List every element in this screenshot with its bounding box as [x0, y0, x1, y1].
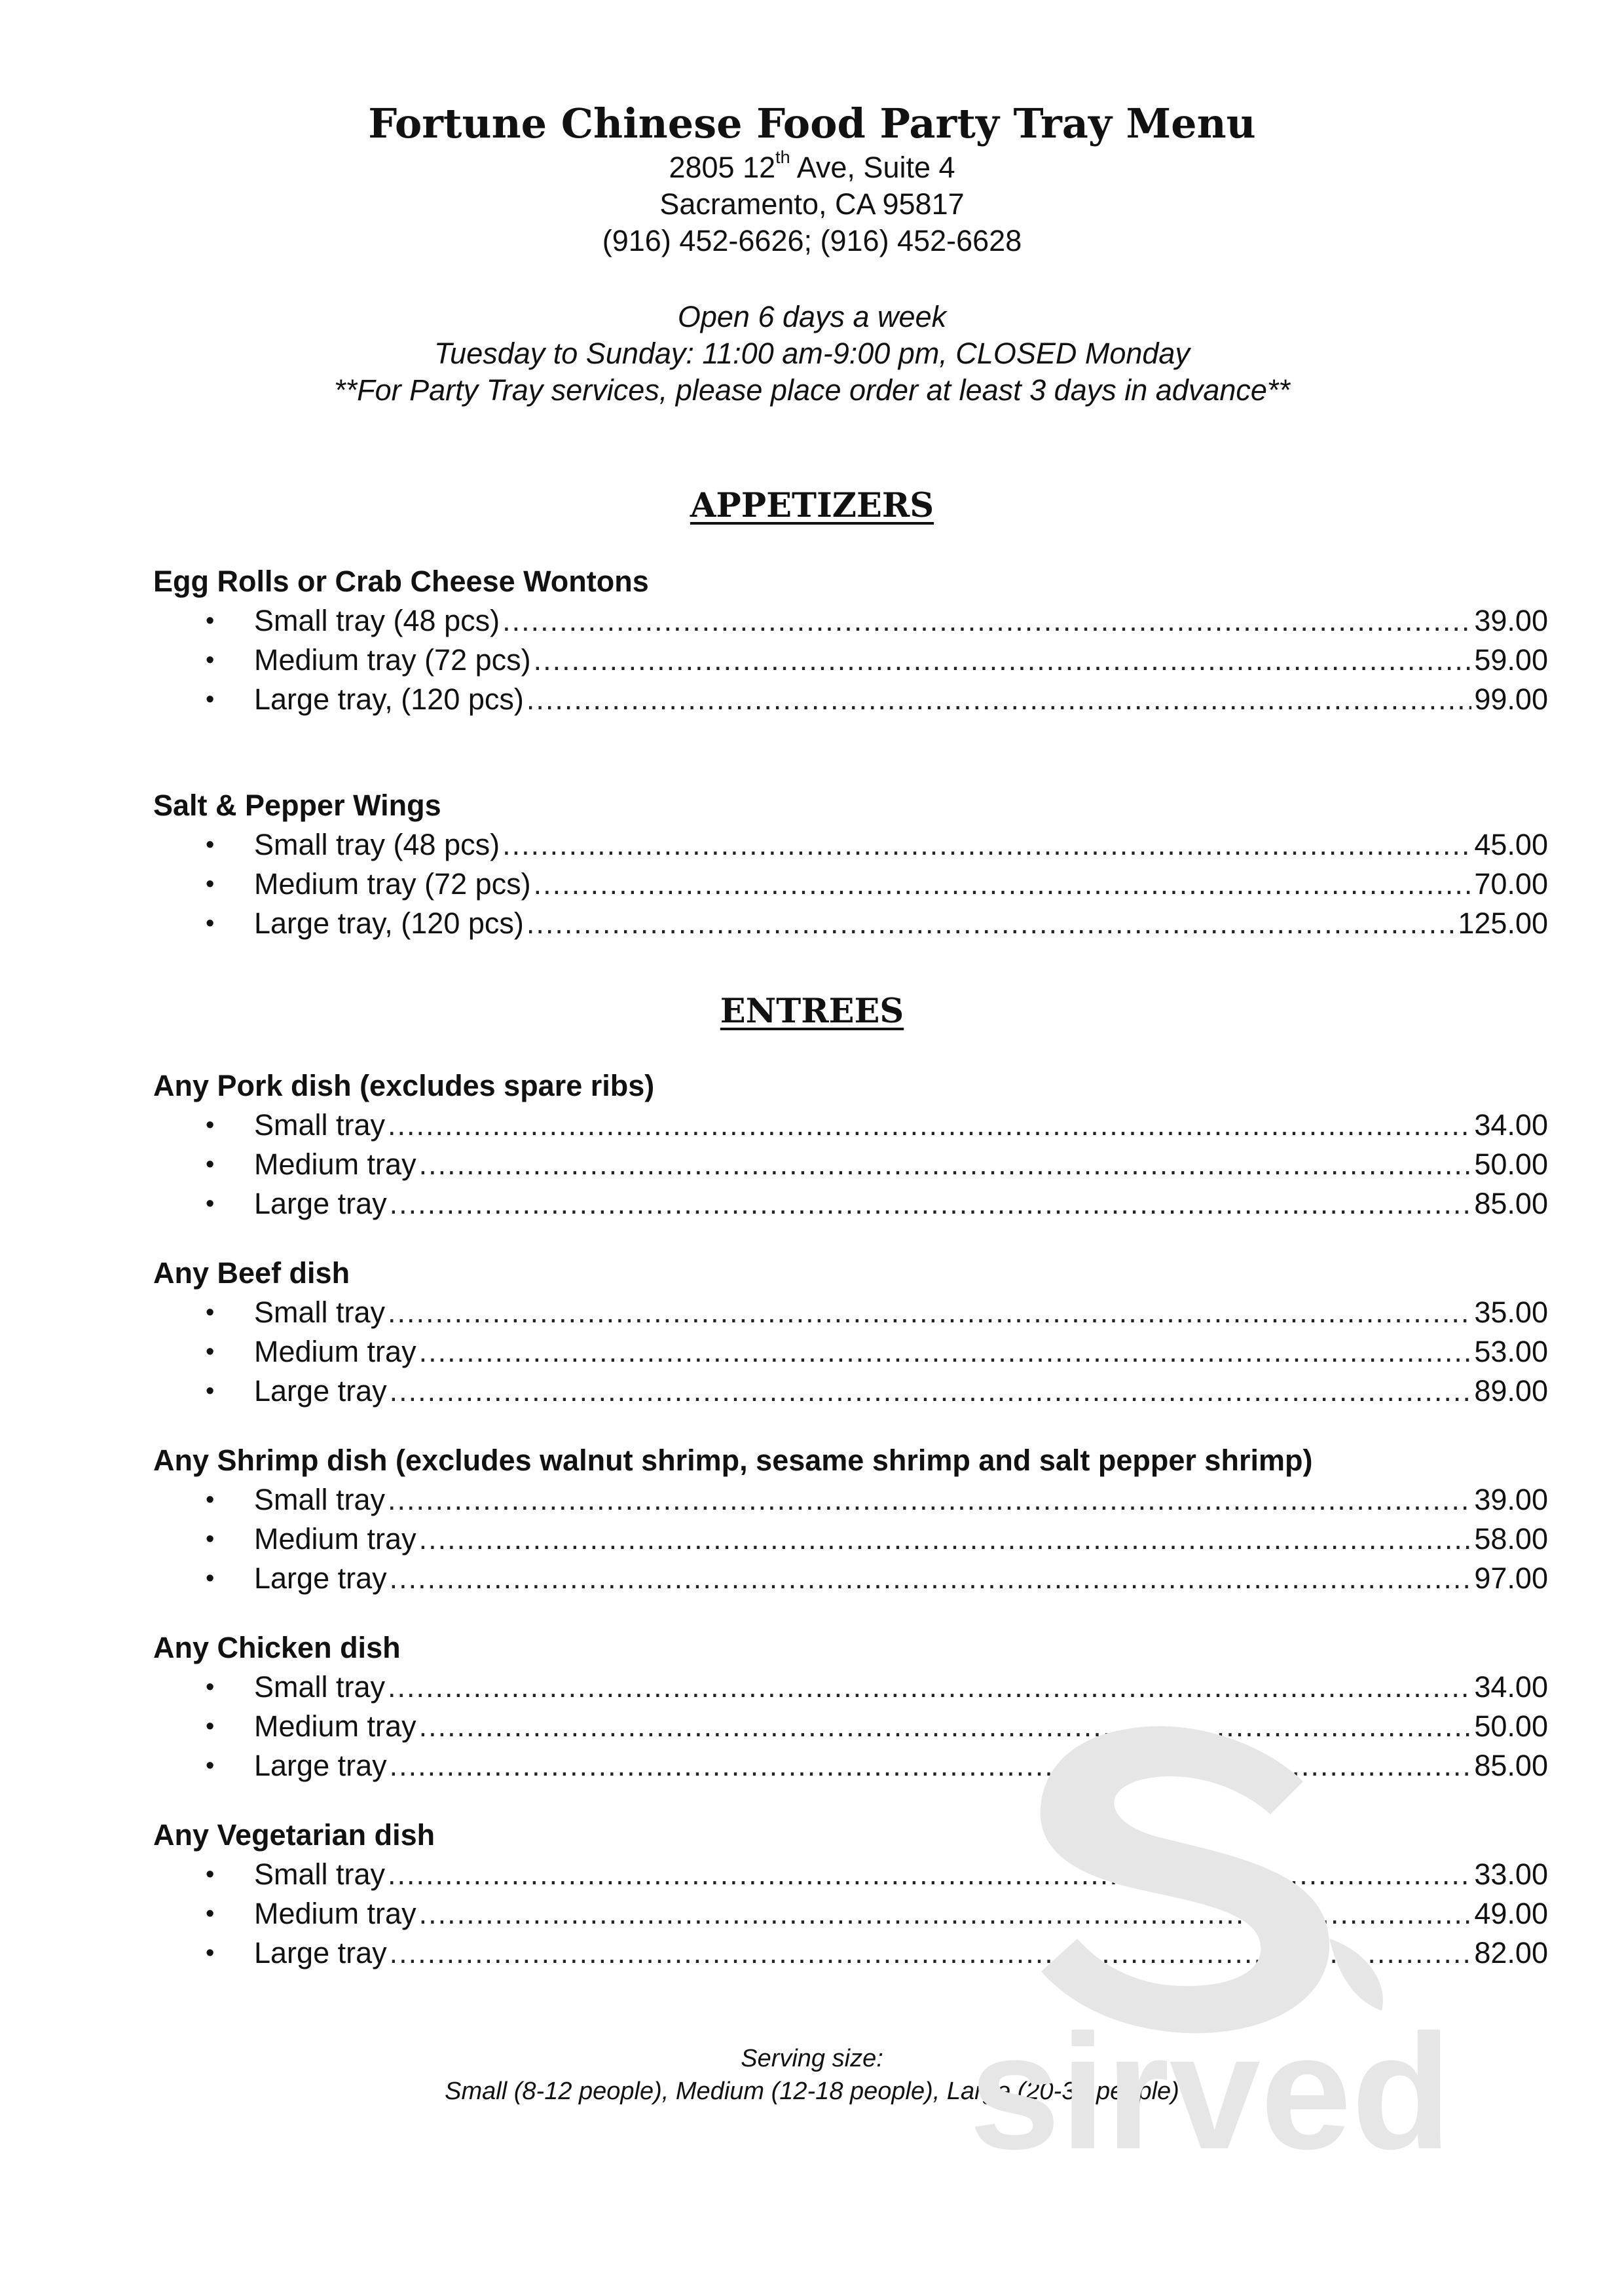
- menu-item: [153, 1480, 1548, 1520]
- dot-leader: [534, 641, 1472, 680]
- item-label: Small tray (48 pcs): [254, 604, 500, 637]
- group-title: Salt & Pepper Wings: [153, 789, 441, 822]
- menu-item: [153, 904, 1548, 943]
- menu-item: [153, 1293, 1548, 1332]
- menu-item: [153, 825, 1548, 865]
- order-notice: **For Party Tray services, please place order at least 3 days in advance**: [334, 373, 1290, 407]
- dot-leader: [502, 601, 1471, 641]
- dot-leader: [388, 1293, 1471, 1332]
- bullet-point: •: [206, 1190, 215, 1218]
- item-label: Small tray: [254, 1483, 386, 1516]
- bullet-point: •: [206, 870, 215, 898]
- item-price: 85.00: [1474, 1749, 1548, 1782]
- menu-item: [153, 1371, 1548, 1411]
- dot-leader: [388, 1668, 1471, 1707]
- menu-item: [153, 1559, 1548, 1598]
- group-title: Any Shrimp dish (excludes walnut shrimp, sesame shrimp and salt pepper shrimp): [153, 1444, 1313, 1477]
- menu-item: [153, 1106, 1548, 1145]
- dot-leader: [526, 904, 1456, 943]
- item-label: Large tray: [254, 1749, 387, 1782]
- item-label: Large tray: [254, 1936, 387, 1969]
- item-price: 34.00: [1474, 1108, 1548, 1142]
- item-label: Large tray: [254, 1187, 387, 1220]
- dot-leader: [388, 1106, 1471, 1145]
- item-label: Large tray, (120 pcs): [254, 682, 524, 716]
- bullet-point: •: [206, 1752, 215, 1780]
- item-label: Medium tray: [254, 1897, 416, 1930]
- group-title: Any Pork dish (excludes spare ribs): [153, 1069, 655, 1102]
- bullet-point: •: [206, 1151, 215, 1178]
- menu-item: [153, 1520, 1548, 1559]
- appetizers-heading: APPETIZERS: [690, 486, 934, 525]
- dot-leader: [502, 825, 1471, 865]
- item-label: Small tray: [254, 1670, 386, 1704]
- group-title: Egg Rolls or Crab Cheese Wontons: [153, 565, 649, 598]
- bullet-point: •: [206, 607, 215, 635]
- item-price: 99.00: [1474, 682, 1548, 716]
- phone-numbers: (916) 452-6626; (916) 452-6628: [602, 224, 1022, 257]
- item-label: Small tray: [254, 1857, 386, 1891]
- opening-hours: Tuesday to Sunday: 11:00 am-9:00 pm, CLOSED Monday: [434, 337, 1190, 370]
- dot-leader: [419, 1332, 1472, 1371]
- item-label: Large tray, (120 pcs): [254, 906, 524, 940]
- serving-size-details: Small (8-12 people), Medium (12-18 people), Large (20-30 people): [445, 2078, 1179, 2105]
- bullet-point: •: [206, 1377, 215, 1405]
- item-price: 58.00: [1474, 1522, 1548, 1556]
- group-title: Any Vegetarian dish: [153, 1818, 435, 1852]
- menu-item: [153, 601, 1548, 641]
- group-title: Any Beef dish: [153, 1256, 350, 1290]
- open-days: Open 6 days a week: [677, 300, 947, 333]
- bullet-point: •: [206, 646, 215, 674]
- bullet-point: •: [206, 1486, 215, 1514]
- bullet-point: •: [206, 910, 215, 937]
- bullet-point: •: [206, 1673, 215, 1701]
- menu-group: [153, 1254, 1548, 1411]
- menu-group: [153, 1441, 1548, 1598]
- item-price: 50.00: [1474, 1148, 1548, 1181]
- item-price: 125.00: [1458, 906, 1548, 940]
- watermark-text: sirved: [969, 2000, 1452, 2161]
- address-line-1: 2805 12th Ave, Suite 4: [669, 147, 955, 184]
- menu-item: [153, 1668, 1548, 1707]
- item-price: 82.00: [1474, 1936, 1548, 1969]
- entrees-heading: ENTREES: [720, 992, 904, 1031]
- item-label: Small tray: [254, 1296, 386, 1329]
- item-label: Medium tray: [254, 1709, 416, 1743]
- item-price: 35.00: [1474, 1296, 1548, 1329]
- item-price: 70.00: [1474, 867, 1548, 901]
- bullet-point: •: [206, 1299, 215, 1326]
- bullet-point: •: [206, 686, 215, 713]
- item-label: Large tray: [254, 1374, 387, 1408]
- dot-leader: [390, 1559, 1472, 1598]
- bullet-point: •: [206, 831, 215, 859]
- item-label: Medium tray: [254, 1335, 416, 1368]
- bullet-point: •: [206, 1861, 215, 1888]
- item-label: Medium tray (72 pcs): [254, 867, 531, 901]
- menu-group: [153, 786, 1548, 943]
- bullet-point: •: [206, 1111, 215, 1139]
- bullet-point: •: [206, 1713, 215, 1740]
- bullet-point: •: [206, 1900, 215, 1928]
- menu-group: [153, 562, 1548, 719]
- item-price: 89.00: [1474, 1374, 1548, 1408]
- item-price: 50.00: [1474, 1709, 1548, 1743]
- bullet-point: •: [206, 1565, 215, 1592]
- dot-leader: [388, 1480, 1471, 1520]
- dot-leader: [526, 680, 1472, 719]
- item-price: 39.00: [1474, 604, 1548, 637]
- bullet-point: •: [206, 1939, 215, 1967]
- menu-item: [153, 1184, 1548, 1223]
- sirved-watermark: [963, 1703, 1591, 2161]
- dot-leader: [390, 1371, 1472, 1411]
- item-label: Small tray (48 pcs): [254, 828, 500, 861]
- menu-item: [153, 680, 1548, 719]
- item-price: 59.00: [1474, 643, 1548, 677]
- dot-leader: [390, 1184, 1472, 1223]
- item-price: 85.00: [1474, 1187, 1548, 1220]
- item-label: Large tray: [254, 1561, 387, 1595]
- address-line-2: Sacramento, CA 95817: [659, 187, 965, 221]
- item-label: Medium tray: [254, 1148, 416, 1181]
- item-price: 97.00: [1474, 1561, 1548, 1595]
- hours-block: [0, 299, 1624, 409]
- item-price: 49.00: [1474, 1897, 1548, 1930]
- menu-item: [153, 1332, 1548, 1371]
- menu-header: [0, 98, 1624, 409]
- dot-leader: [419, 1520, 1472, 1559]
- menu-item: [153, 641, 1548, 680]
- item-label: Medium tray: [254, 1522, 416, 1556]
- bullet-point: •: [206, 1338, 215, 1366]
- menu-title: Fortune Chinese Food Party Tray Menu: [368, 100, 1256, 147]
- menu-item: [153, 865, 1548, 904]
- menu-group: [153, 1066, 1548, 1223]
- dot-leader: [534, 865, 1472, 904]
- item-price: 33.00: [1474, 1857, 1548, 1891]
- item-price: 53.00: [1474, 1335, 1548, 1368]
- bullet-point: •: [206, 1525, 215, 1553]
- serving-size-label: Serving size:: [741, 2045, 883, 2072]
- item-price: 39.00: [1474, 1483, 1548, 1516]
- item-price: 45.00: [1474, 828, 1548, 861]
- sirved-logo-icon: [1041, 1726, 1383, 2033]
- item-label: Small tray: [254, 1108, 386, 1142]
- dot-leader: [419, 1145, 1472, 1184]
- menu-item: [153, 1145, 1548, 1184]
- group-title: Any Chicken dish: [153, 1631, 401, 1664]
- item-label: Medium tray (72 pcs): [254, 643, 531, 677]
- item-price: 34.00: [1474, 1670, 1548, 1704]
